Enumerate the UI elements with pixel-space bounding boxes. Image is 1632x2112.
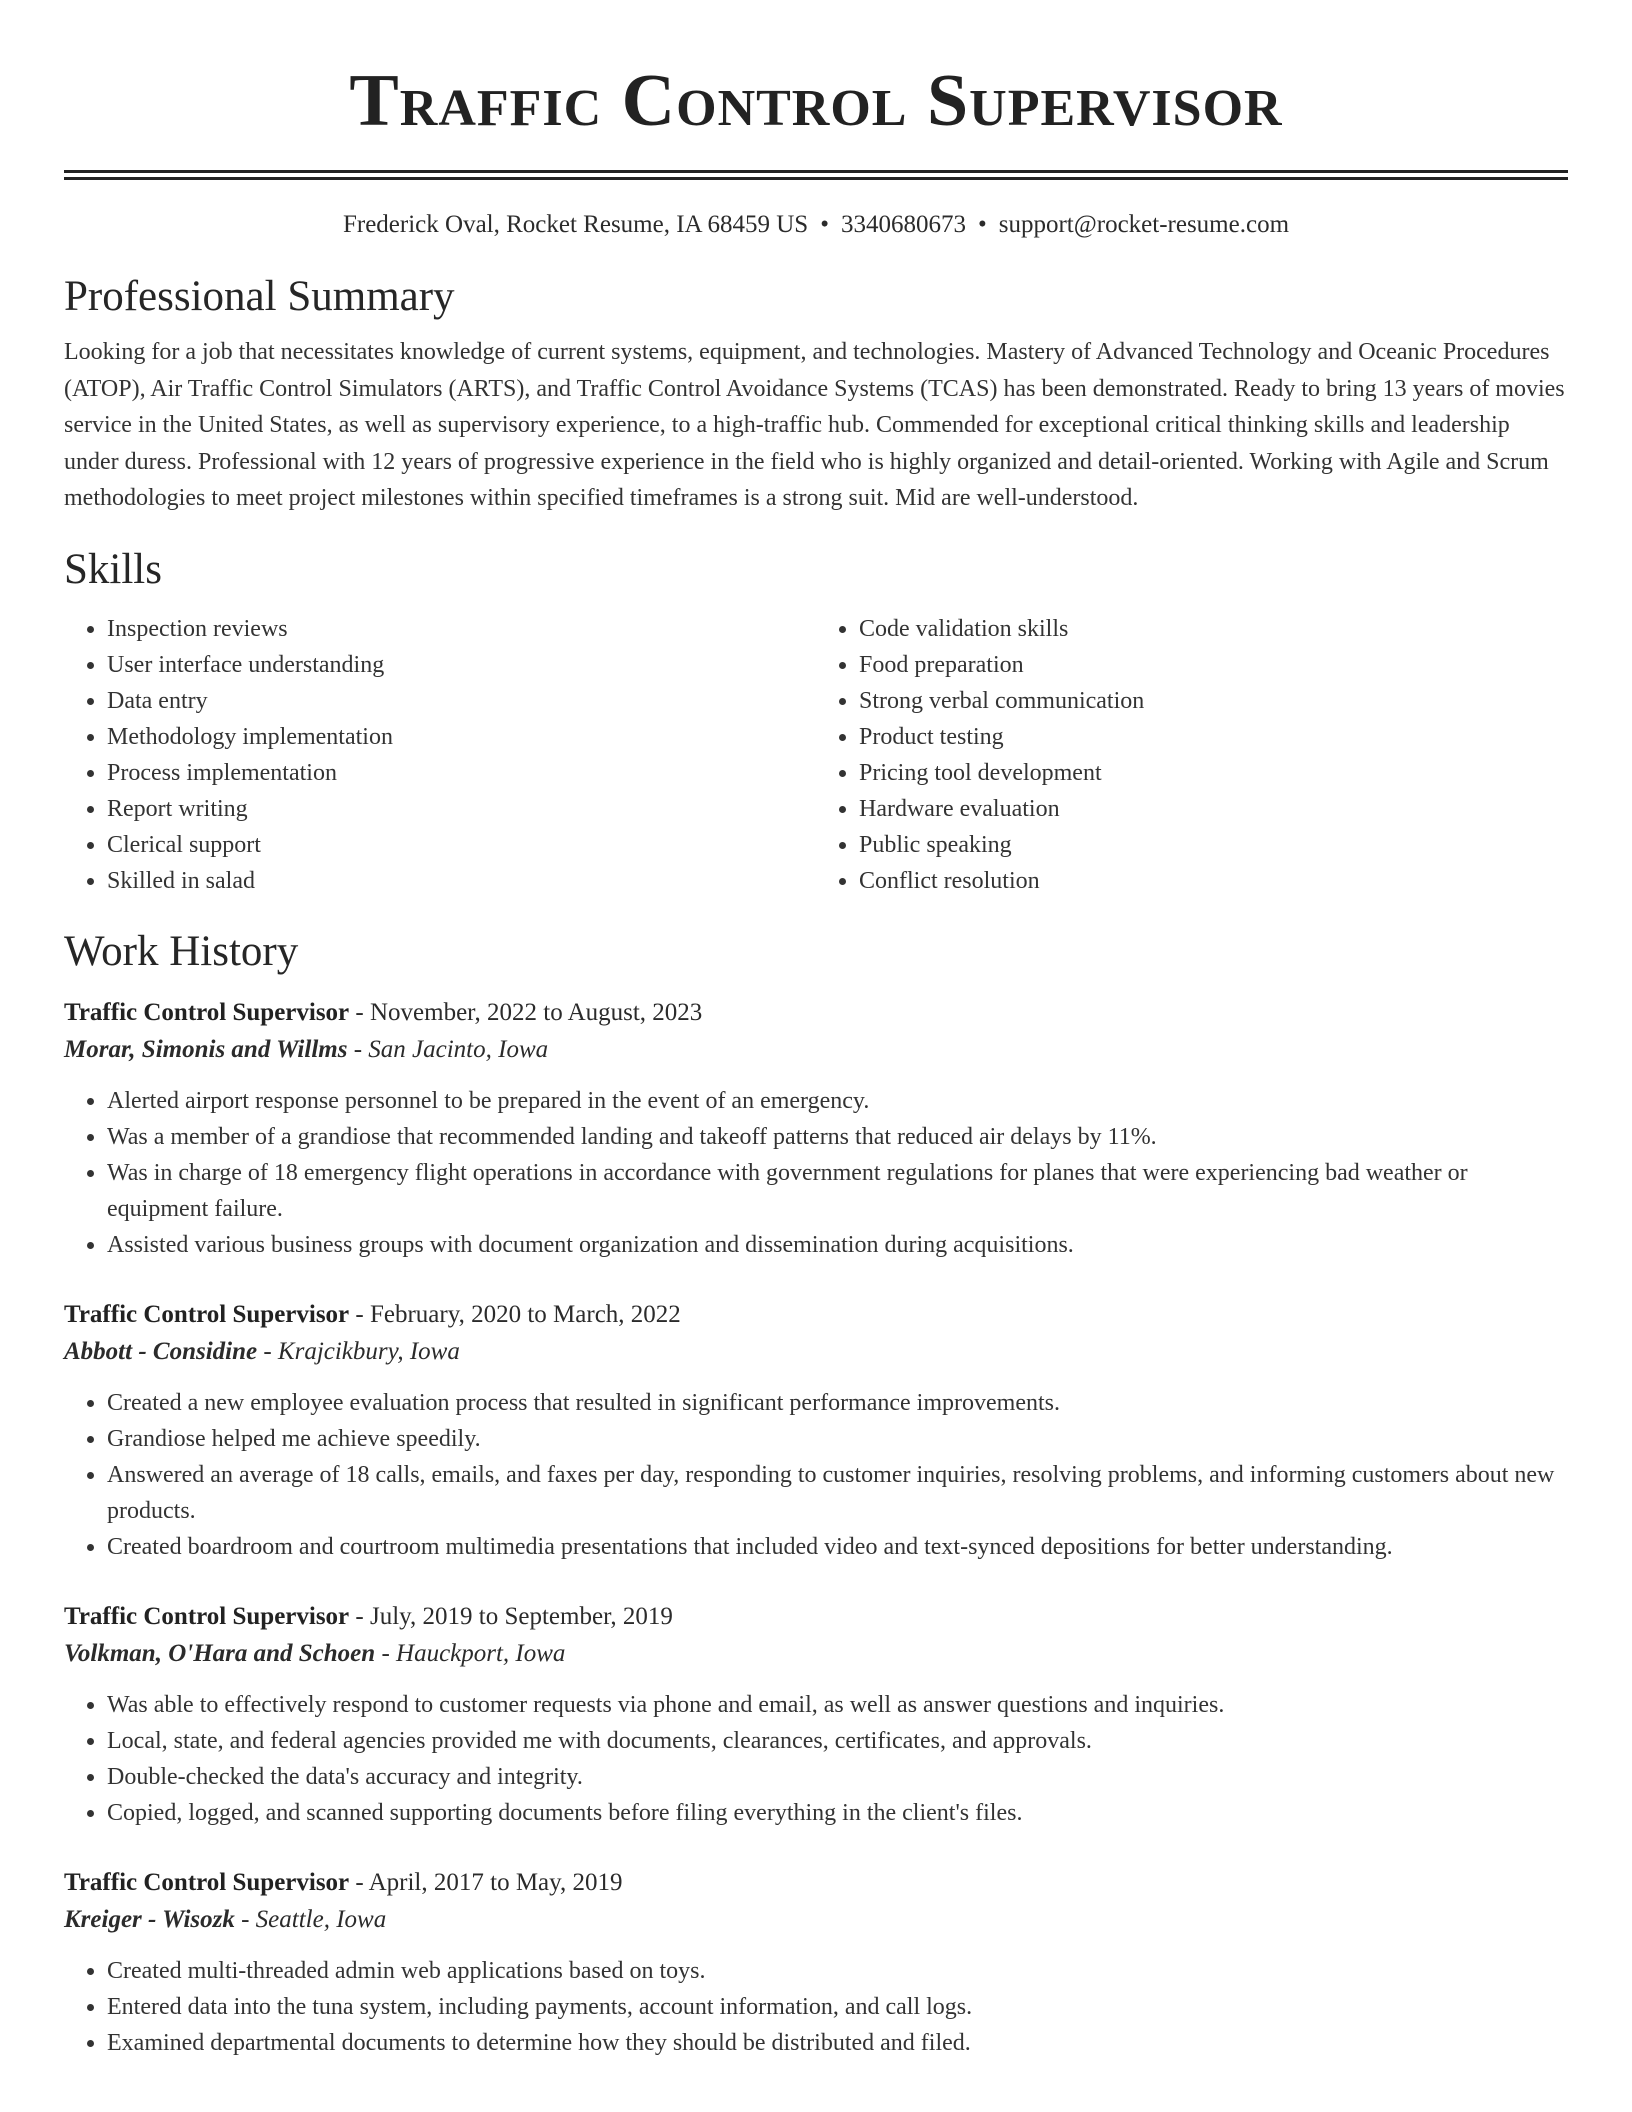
skill-item: • Methodology implementation [107,719,816,755]
skill-item: • Pricing tool development [859,755,1568,791]
skills-list-right [816,611,1568,899]
job-bullets [64,1083,1568,1263]
section-heading-summary: Professional Summary [64,273,455,320]
job-dates: - February, 2020 to March, 2022 [349,1300,681,1328]
job-company: Abbott - Considine [64,1337,258,1365]
section-heading-work-history: Work History [64,927,299,975]
job-title-line [64,1297,1568,1333]
job-bullet: • Assisted various business groups with document organization and dissemination during acquisitions. [107,1227,1568,1263]
contact-line [64,210,1568,240]
job-title-line [64,995,1568,1031]
contact-phone: 3340680673 [840,211,966,238]
job-company: Morar, Simonis and Willms [64,1035,348,1063]
job-bullet: • Local, state, and federal agencies provided me with documents, clearances, certificates, and approvals. [107,1723,1568,1759]
skill-item: • Clerical support [107,827,816,863]
job-company-line [64,1901,1568,1939]
job-bullet: • Was a member of a grandiose that recommended landing and takeoff patterns that reduced air delays by 11%. [107,1119,1568,1155]
professional-summary-section [64,272,1568,517]
section-heading-skills: Skills [64,545,162,593]
job-bullet: • Answered an average of 18 calls, emails, and faxes per day, responding to customer inquiries, resolving problems, and informing customers about new products. [107,1457,1568,1529]
job-bullet: • Created boardroom and courtroom multimedia presentations that included video and text-synced depositions for better understanding. [107,1529,1568,1565]
skill-item: • Strong verbal communication [859,683,1568,719]
job-bullet: • Was in charge of 18 emergency flight operations in accordance with government regulations for planes that were experiencing bad weather or equipment failure. [107,1155,1568,1227]
job-bullet: • Created multi-threaded admin web applications based on toys. [107,1953,1568,1989]
job-title: Traffic Control Supervisor [64,998,350,1026]
job-company: Volkman, O'Hara and Schoen [64,1639,376,1667]
job-location: - San Jacinto, Iowa [347,1035,549,1063]
skill-item: • Public speaking [859,827,1568,863]
job-bullet: • Created a new employee evaluation process that resulted in significant performance improvements. [107,1385,1568,1421]
job-bullet: • Copied, logged, and scanned supporting documents before filing everything in the client's files. [107,1795,1568,1831]
contact-email: support@rocket-resume.com [998,211,1290,238]
contact-separator: • [977,211,987,238]
work-history-section [64,927,1568,2061]
job-company-line [64,1333,1568,1371]
job-bullets [64,1687,1568,1831]
job-title: Traffic Control Supervisor [64,1300,350,1328]
summary-text: Looking for a job that necessitates knowledge of current systems, equipment, and technologies. Mastery of Advanced Technology and Oceanic Procedures (ATOP), Air Traffic Control Simulators (ARTS), and Traffic Control Avoidance Systems (TCAS) has been demonstrated. Ready to bring 13 years of movies service in the United States, as well as supervisory experience, to a high-traffic hub. Commended for exceptional critical thinking skills and leadership under duress. Professional with 12 years of progressive experience in the field who is highly organized and detail-oriented. Working with Agile and Scrum methodologies to meet project milestones within specified timeframes is a strong suit. Mid are well-understood. [64,339,1565,511]
skill-item: • Data entry [107,683,816,719]
job-bullet: • Examined departmental documents to determine how they should be distributed and filed. [107,2025,1568,2061]
job-bullets [64,1953,1568,2061]
job-location: - Hauckport, Iowa [375,1639,566,1667]
job-bullet: • Double-checked the data's accuracy and integrity. [107,1759,1568,1795]
skill-item: • User interface understanding [107,647,816,683]
job-title: Traffic Control Supervisor [64,1868,350,1896]
job-entry [64,1599,1568,1831]
skill-item: • Inspection reviews [107,611,816,647]
contact-separator: • [820,211,829,238]
job-company-line [64,1635,1568,1673]
job-title-line [64,1865,1568,1901]
skill-item: • Food preparation [859,647,1568,683]
header-double-rule [64,170,1568,180]
job-title-line [64,1599,1568,1635]
skill-item: • Conflict resolution [859,863,1568,899]
job-dates: - November, 2022 to August, 2023 [349,998,703,1026]
skill-item: • Code validation skills [859,611,1568,647]
job-location: - Krajcikbury, Iowa [257,1337,460,1365]
skill-item: • Report writing [107,791,816,827]
job-bullet: • Entered data into the tuna system, including payments, account information, and call logs. [107,1989,1568,2025]
contact-address: Frederick Oval, Rocket Resume, IA 68459 US [342,211,809,238]
job-entry [64,1865,1568,2061]
skills-section [64,545,1568,899]
job-dates: - April, 2017 to May, 2019 [349,1868,623,1896]
candidate-name: Traffic Control Supervisor [349,60,1283,142]
job-bullet: • Was able to effectively respond to customer requests via phone and email, as well as answer questions and inquiries. [107,1687,1568,1723]
skill-item: • Skilled in salad [107,863,816,899]
skill-item: • Product testing [859,719,1568,755]
job-bullet: • Alerted airport response personnel to be prepared in the event of an emergency. [107,1083,1568,1119]
job-entry [64,1297,1568,1565]
skill-item: • Process implementation [107,755,816,791]
skill-item: • Hardware evaluation [859,791,1568,827]
job-company: Kreiger - Wisozk [64,1905,235,1933]
job-company-line [64,1031,1568,1069]
job-title: Traffic Control Supervisor [64,1602,350,1630]
job-dates: - July, 2019 to September, 2019 [349,1602,673,1630]
job-entry [64,995,1568,1263]
skills-list-left [64,611,816,899]
job-location: - Seattle, Iowa [234,1905,387,1933]
job-bullets [64,1385,1568,1565]
skills-columns [64,611,1568,899]
job-bullet: • Grandiose helped me achieve speedily. [107,1421,1568,1457]
